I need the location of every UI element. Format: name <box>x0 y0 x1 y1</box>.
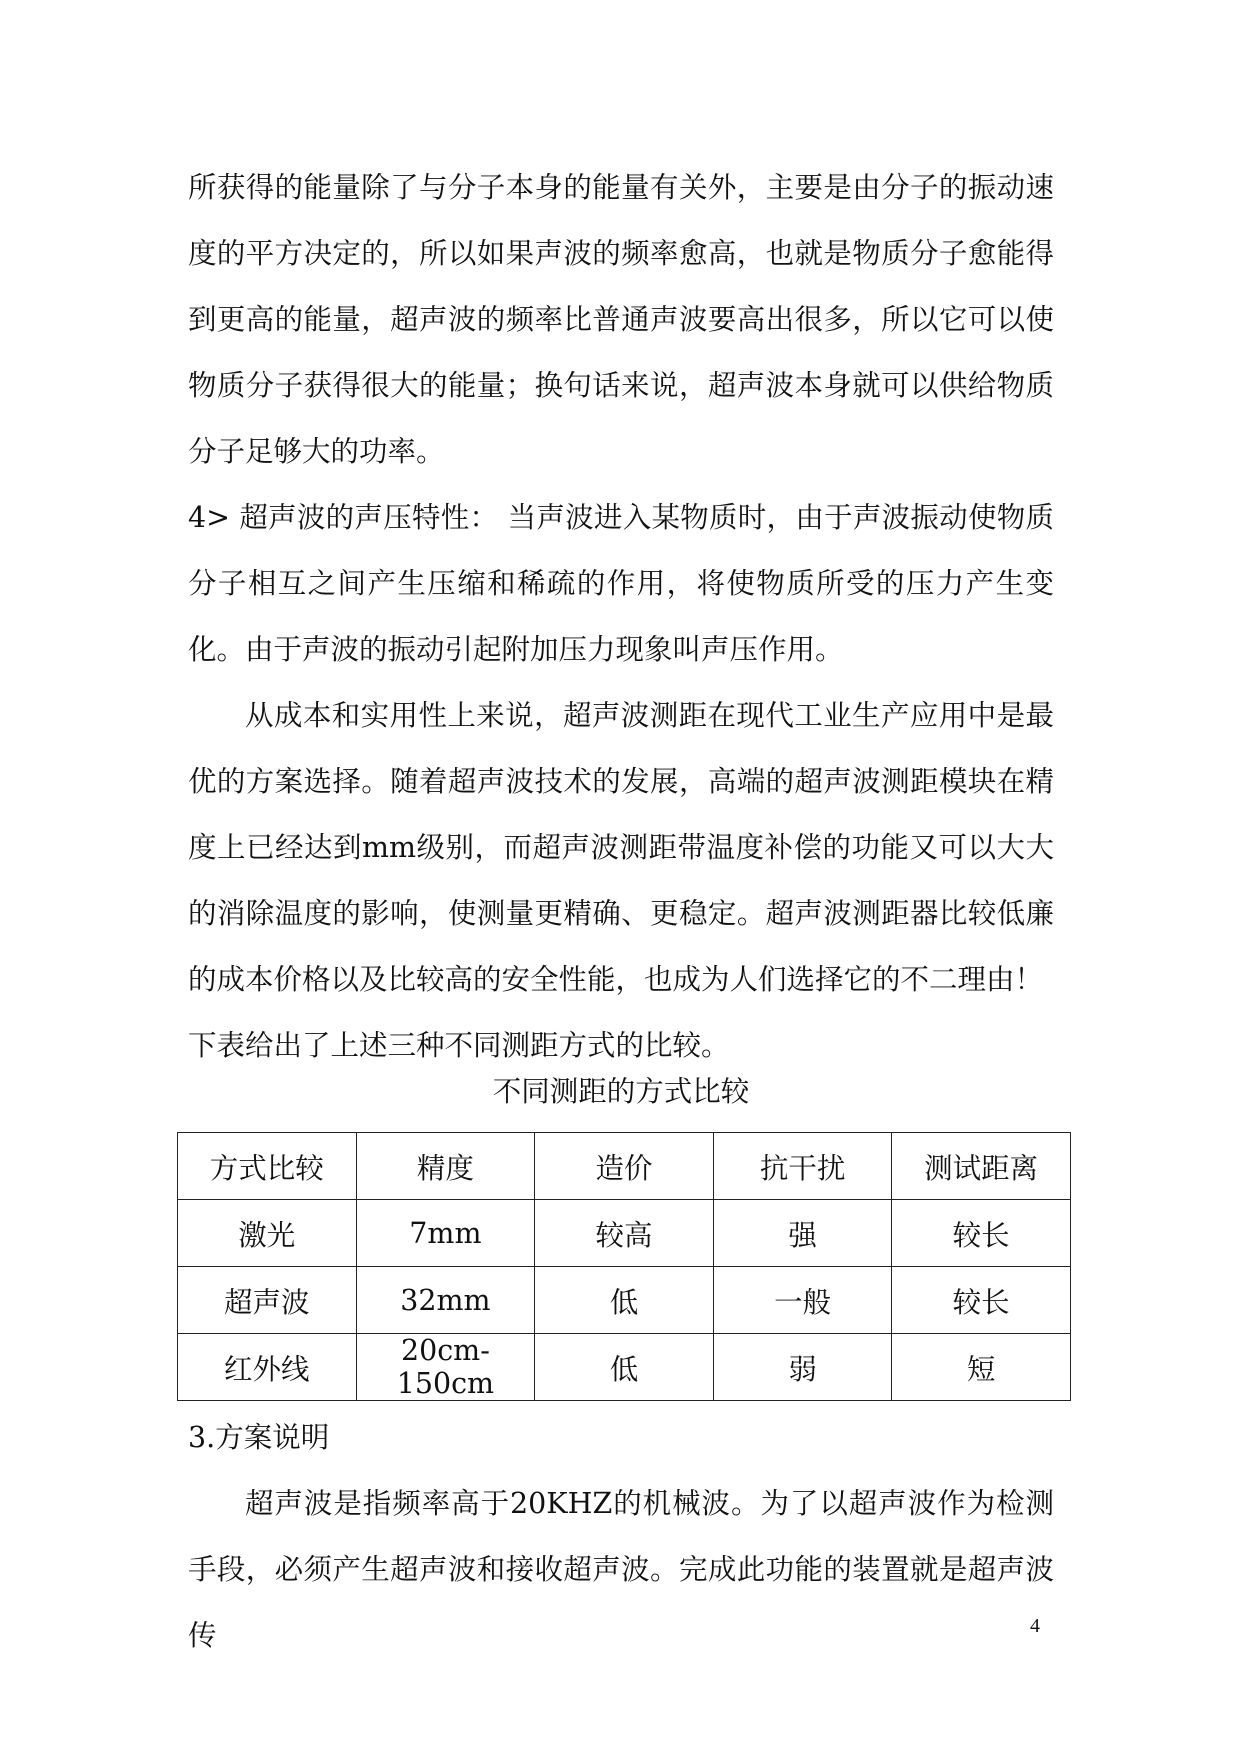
section-paragraph: 超声波是指频率高于20KHZ的机械波。为了以超声波作为检测手段，必须产生超声波和接收超声波。完成此功能的装置就是超声波传 <box>188 1487 1054 1652</box>
header-cell: 测试距离 <box>892 1133 1071 1200</box>
table-cell: 20cm-150cm <box>356 1334 535 1401</box>
paragraph-table-intro: 下表给出了上述三种不同测距方式的比较。 <box>188 1029 730 1062</box>
table-cell: 低 <box>535 1334 714 1401</box>
table-cell: 激光 <box>178 1200 357 1267</box>
table-header-row <box>178 1133 1071 1200</box>
comparison-table <box>177 1132 1071 1401</box>
table-cell: 强 <box>713 1200 892 1267</box>
table-cell: 短 <box>892 1334 1071 1401</box>
table-cell: 一般 <box>713 1267 892 1334</box>
section-heading: 3.方案说明 <box>188 1421 330 1454</box>
table-row <box>178 1200 1071 1267</box>
section-after-table <box>188 1405 1054 1669</box>
table-row <box>178 1267 1071 1334</box>
table-caption: 不同测距的方式比较 <box>492 1075 750 1108</box>
table-cell: 低 <box>535 1267 714 1334</box>
table-cell: 较长 <box>892 1267 1071 1334</box>
header-cell: 抗干扰 <box>713 1133 892 1200</box>
header-cell: 造价 <box>535 1133 714 1200</box>
paragraph-cost-practicality: 从成本和实用性上来说，超声波测距在现代工业生产应用中是最优的方案选择。随着超声波技术的发展，高端的超声波测距模块在精度上已经达到mm级别，而超声波测距带温度补偿的功能又可以大大的消除温度的影响，使测量更精确、更稳定。超声波测距器比较低廉的成本价格以及比较高的安全性能，也成为人们选择它的不二理由！ <box>188 699 1054 996</box>
table-cell: 超声波 <box>178 1267 357 1334</box>
table-row <box>178 1334 1071 1401</box>
table-cell: 较长 <box>892 1200 1071 1267</box>
header-cell: 方式比较 <box>178 1133 357 1200</box>
table-cell: 32mm <box>356 1267 535 1334</box>
table-cell: 红外线 <box>178 1334 357 1401</box>
table-cell: 弱 <box>713 1334 892 1401</box>
body-text <box>188 155 1054 1079</box>
table-cell: 较高 <box>535 1200 714 1267</box>
table-cell: 7mm <box>356 1200 535 1267</box>
paragraph-sound-pressure: 4> 超声波的声压特性： 当声波进入某物质时，由于声波振动使物质分子相互之间产生压缩和稀疏的作用，将使物质所受的压力产生变化。由于声波的振动引起附加压力现象叫声压作用。 <box>188 501 1054 666</box>
header-cell: 精度 <box>356 1133 535 1200</box>
paragraph-energy: 所获得的能量除了与分子本身的能量有关外，主要是由分子的振动速度的平方决定的，所以如果声波的频率愈高，也就是物质分子愈能得到更高的能量，超声波的频率比普通声波要高出很多，所以它可以使物质分子获得很大的能量；换句话来说，超声波本身就可以供给物质分子足够大的功率。 <box>188 171 1054 468</box>
page-number: 4 <box>1030 1615 1040 1637</box>
